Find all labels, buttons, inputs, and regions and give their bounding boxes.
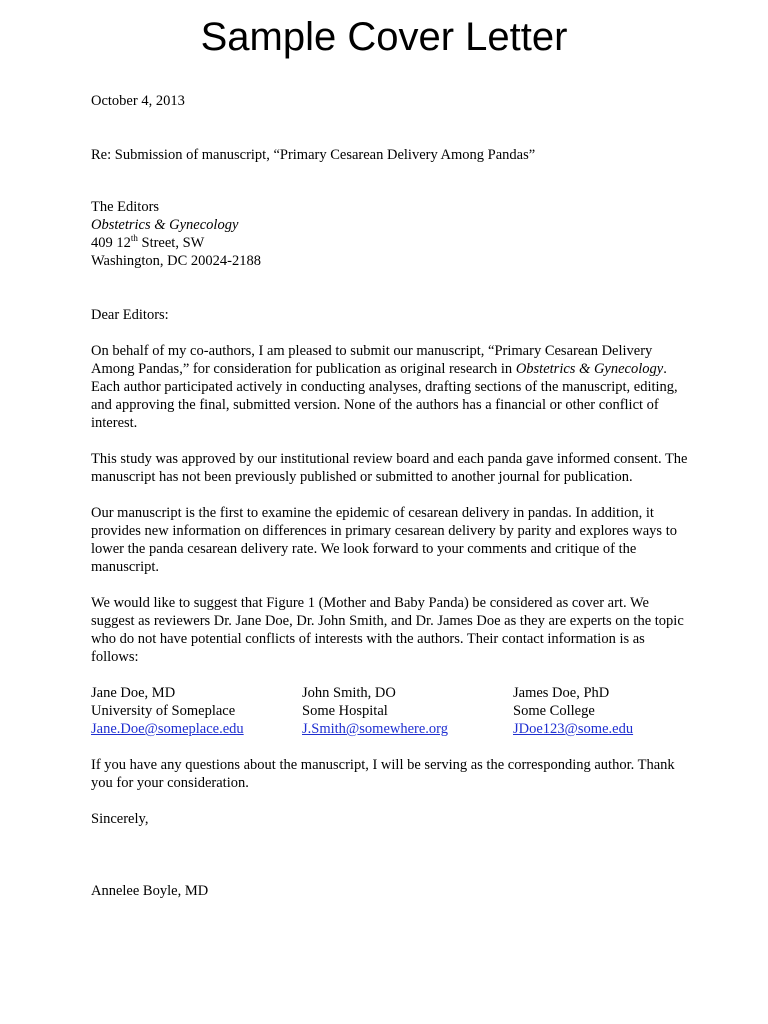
paragraph-approval: This study was approved by our institutional review board and each panda gave informed consent. The manuscript has not been previously published or submitted to another journal for publication.: [91, 451, 688, 485]
reviewer-email-link[interactable]: J.Smith@somewhere.org: [302, 721, 448, 737]
letter-date: October 4, 2013: [91, 93, 185, 109]
recipient-address: [91, 198, 691, 270]
street-name: Street, SW: [137, 235, 205, 251]
paragraph-intro: [91, 342, 691, 432]
paragraph-intro-text-2: . Each author participated actively in conducting analyses, drafting sections of the manuscript, editing, and approving the final, submitted version. None of the authors has a financial or other conflict of interest.: [91, 361, 678, 431]
reviewer-card: [513, 684, 724, 738]
reviewer-affiliation: Some Hospital: [302, 703, 388, 719]
recipient-name: The Editors: [91, 199, 160, 215]
reviewer-affiliation: Some College: [513, 703, 595, 719]
street-ordinal: th: [130, 233, 138, 244]
street-number: 409 12: [91, 235, 131, 251]
reviewer-affiliation: University of Someplace: [91, 703, 236, 719]
recipient-street: [91, 234, 691, 252]
paragraph-significance: Our manuscript is the first to examine the epidemic of cesarean delivery in pandas. In addition, it provides new information on differences in primary cesarean delivery by parity and explores ways to lower the panda cesarean delivery rate. We look forward to your comments and critique of the manuscript.: [91, 505, 677, 575]
paragraph-closing: If you have any questions about the manuscript, I will be serving as the corresponding author. Thank you for your consideration.: [91, 757, 675, 791]
paragraph-intro-journal: Obstetrics & Gynecology: [515, 361, 664, 377]
signature: Annelee Boyle, MD: [91, 883, 209, 899]
reviewer-email-link[interactable]: Jane.Doe@someplace.edu: [91, 721, 244, 737]
reviewer-name: Jane Doe, MD: [91, 685, 176, 701]
reviewer-contacts: [91, 684, 691, 738]
reviewer-name: James Doe, PhD: [513, 685, 610, 701]
paragraph-intro-text-1: On behalf of my co-authors, I am pleased to submit our manuscript, “Primary Cesarean Delivery Among Pandas,” for consideration for publication as original research in: [91, 343, 653, 377]
reviewer-name: John Smith, DO: [302, 685, 396, 701]
recipient-city: Washington, DC 20024-2188: [91, 253, 262, 269]
paragraph-reviewers: We would like to suggest that Figure 1 (Mother and Baby Panda) be considered as cover art. We suggest as reviewers Dr. Jane Doe, Dr. John Smith, and Dr. James Doe as they are experts on the topic who do not have potential conflicts of interests with the authors. Their contact information is as follows:: [91, 595, 684, 665]
reviewer-card: [302, 684, 513, 738]
subject-line: Re: Submission of manuscript, “Primary Cesarean Delivery Among Pandas”: [91, 147, 536, 163]
page-title: Sample Cover Letter: [200, 15, 568, 59]
closing: Sincerely,: [91, 811, 149, 827]
reviewer-card: [91, 684, 302, 738]
reviewer-email-link[interactable]: JDoe123@some.edu: [513, 721, 634, 737]
recipient-journal: Obstetrics & Gynecology: [91, 217, 239, 233]
salutation: Dear Editors:: [91, 307, 169, 323]
cover-letter: [91, 92, 691, 900]
